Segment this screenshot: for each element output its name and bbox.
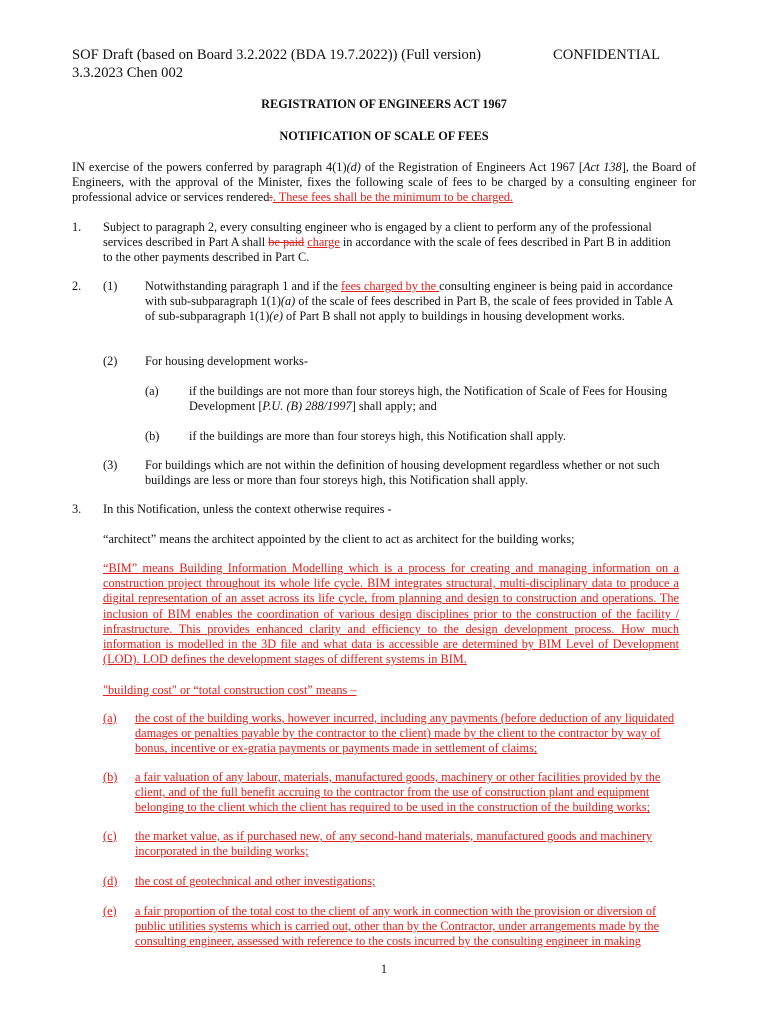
notification-title: NOTIFICATION OF SCALE OF FEES bbox=[279, 129, 489, 143]
deleted-text: be paid bbox=[268, 235, 305, 250]
para-2-3-text: For buildings which are not within the definition of housing development regardless whether or not such buildings are less or more than four storeys high, this Notification shall apply. bbox=[145, 458, 660, 488]
para-3-intro: In this Notification, unless the context otherwise requires - bbox=[103, 502, 392, 516]
para-2-number: 2. bbox=[72, 279, 82, 293]
item-d-label: (d) bbox=[103, 874, 118, 888]
item-b-label: (b) bbox=[103, 770, 118, 784]
item-b-text: a fair valuation of any labour, materials, manufactured goods, machinery or other facilities provided by the client, and of the full benefit accruing to the contractor from the use of construction plant and equipment belonging to the client which the client has required to be used in the construction of the building works; bbox=[135, 770, 661, 815]
para-1-text: Subject to paragraph 2, every consulting engineer who is engaged by a client to perform any of the professional services described in Part A shall be paid charge in accordance with the scale of fees described in Part B in addition to the other payments described in Part C. bbox=[103, 220, 671, 265]
page-number: 1 bbox=[380, 962, 388, 976]
preamble-paragraph: IN exercise of the powers conferred by paragraph 4(1)(d) of the Registration of Engineers Act 1967 [Act 138], the Board of Engineers, with the approval of the Minister, fixes the following scale of fees to be charged by a consulting engineer for professional advice or services rendered:. These fees shall be the minimum to be charged. bbox=[72, 160, 696, 205]
para-2-2-number: (2) bbox=[103, 354, 118, 368]
para-2-2-text: For housing development works- bbox=[145, 354, 308, 368]
item-a-label: (a) bbox=[103, 711, 117, 725]
item-c-text: the market value, as if purchased new, of any second-hand materials, manufactured goods and machinery incorporated in the building works; bbox=[135, 829, 653, 859]
para-2-2-b-text: if the buildings are more than four storeys high, this Notification shall apply. bbox=[189, 429, 566, 443]
header-left bbox=[72, 46, 481, 82]
para-2-2-a-label: (a) bbox=[145, 384, 159, 398]
inserted-text: charge bbox=[307, 235, 340, 250]
para-2-2-b-label: (b) bbox=[145, 429, 160, 443]
inserted-text: . These fees shall be the minimum to be charged. bbox=[272, 190, 514, 205]
item-a-text: the cost of the building works, however incurred, including any payments (before deduction of any liquidated damages or penalties payable by the contractor to the client) made by the client to the contractor by way of bonus, incentive or ex-gratia payments or payments made in settlement of claims; bbox=[135, 711, 675, 756]
header-draft-line: SOF Draft (based on Board 3.2.2022 (BDA 19.7.2022)) (Full version) bbox=[72, 47, 481, 63]
item-d-text: the cost of geotechnical and other investigations; bbox=[135, 874, 376, 888]
para-2-1-text: Notwithstanding paragraph 1 and if the fees charged by the consulting engineer is being paid in accordance with sub-subparagraph 1(1)(a) of the scale of fees described in Part B, the scale of fees provided in Table A of sub-subparagraph 1(1)(e) of Part B shall not apply to buildings in housing development works. bbox=[145, 279, 673, 324]
definition-architect: “architect” means the architect appointed by the client to act as architect for the building works; bbox=[103, 532, 575, 546]
inserted-text: fees charged by the bbox=[341, 279, 440, 293]
item-e-text: a fair proportion of the total cost to the client of any work in connection with the provision or diversion of public utilities systems which is carried out, other than by the Contractor, under arrangements made by the consulting engineer, assessed with reference to the costs incurred by the consulting engineer in making bbox=[135, 904, 660, 949]
item-c-label: (c) bbox=[103, 829, 117, 843]
act-title: REGISTRATION OF ENGINEERS ACT 1967 bbox=[261, 97, 507, 111]
item-e-label: (e) bbox=[103, 904, 117, 918]
para-3-number: 3. bbox=[72, 502, 82, 516]
definition-bim: “BIM” means Building Information Modelling which is a process for creating and managing information on a construction project throughout its whole life cycle. BIM integrates structural, multi-disciplinary data to produce a digital representation of an asset across its life cycle, from planning and design to construction and operations. The inclusion of BIM enables the coordination of various design disciplines prior to the construction of the facility / infrastructure. This provides enhanced clarity and efficiency to the design development process. How much information is modelled in the 3D file and what data is accessible are determined by BIM Level of Development (LOD). LOD defines the development stages of different systems in BIM. bbox=[103, 561, 679, 667]
confidential-label: CONFIDENTIAL bbox=[553, 47, 661, 63]
definition-building-cost: "building cost" or “total construction cost” means – bbox=[103, 683, 357, 697]
para-2-1-number: (1) bbox=[103, 279, 118, 293]
para-2-2-a-text: if the buildings are not more than four storeys high, the Notification of Scale of Fees for Housing Development [P.U. (B) 288/1997] shall apply; and bbox=[189, 384, 668, 414]
para-2-3-number: (3) bbox=[103, 458, 118, 472]
para-1-number: 1. bbox=[72, 220, 82, 234]
header-date-line: 3.3.2023 Chen 002 bbox=[72, 65, 184, 81]
deleted-text: : bbox=[269, 190, 273, 205]
